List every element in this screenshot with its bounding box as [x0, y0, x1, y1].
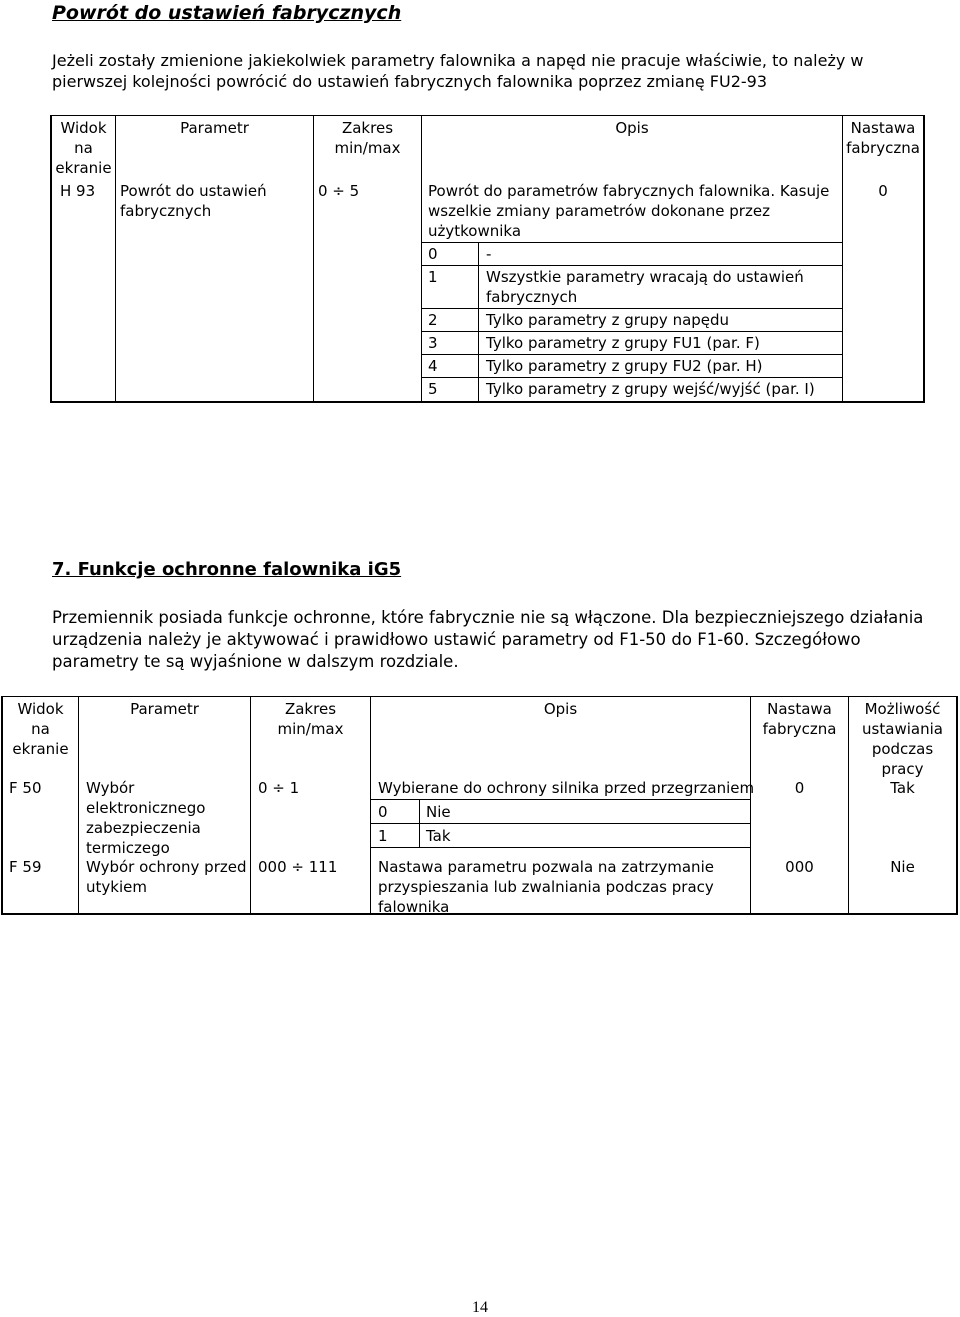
option-text: [486, 267, 836, 307]
option-num: 0: [428, 245, 438, 263]
row-zakres: 0 ÷ 1: [258, 779, 300, 797]
header-widok: [3, 699, 78, 759]
option-divider: [371, 799, 750, 800]
opis-line: użytkownika: [428, 222, 522, 240]
option-num: 2: [428, 311, 438, 329]
param-text: Wybór: [86, 779, 135, 797]
header-text: Nastawa: [850, 119, 916, 137]
option-text: Nie: [426, 803, 451, 821]
header-text: ekranie: [12, 740, 69, 758]
intro-paragraph: [52, 50, 912, 92]
option-num: 3: [428, 334, 438, 352]
table-border: [78, 696, 79, 915]
header-zakres: [251, 699, 370, 739]
header-text: fabryczna: [762, 720, 837, 738]
row-opis: Wybierane do ochrony silnika przed przegrzaniem: [378, 779, 755, 797]
header-text: Zakres: [284, 700, 337, 718]
param-text: utykiem: [86, 878, 147, 896]
row-zakres: 0 ÷ 5: [318, 182, 360, 200]
row-nastawa: 0: [878, 182, 888, 200]
option-text: -: [486, 245, 492, 263]
header-text: min/max: [277, 720, 344, 738]
option-text: Tylko parametry z grupy napędu: [486, 311, 730, 329]
table-border: [421, 115, 422, 403]
intro-line: Jeżeli zostały zmienione jakiekolwiek parametry falownika a napęd nie pracuje właściwie, to należy w: [52, 51, 864, 70]
intro-line: pierwszej kolejności powrócić do ustawień fabrycznych falownika poprzez zmianę FU2-93: [52, 72, 768, 91]
row-parametr: [86, 778, 248, 858]
para-line: urządzenia należy je aktywować i prawidłowo ustawić parametry od F1-50 do F1-60. Szczegółowo: [52, 630, 861, 649]
header-text: min/max: [334, 139, 401, 157]
row-zakres: 000 ÷ 111: [258, 858, 338, 876]
opis-line: Nastawa parametru pozwala na zatrzymanie: [378, 858, 714, 876]
section-heading: 7. Funkcje ochronne falownika iG5: [52, 559, 402, 580]
para-line: Przemiennik posiada funkcje ochronne, które fabrycznie nie są włączone. Dla bezpieczniejszego działania: [52, 608, 924, 627]
header-opis: Opis: [615, 119, 649, 137]
option-num: 4: [428, 357, 438, 375]
option-text-line: fabrycznych: [486, 288, 578, 306]
row-parametr: [86, 857, 248, 897]
header-text: Nastawa: [767, 700, 832, 718]
opis-line: wszelkie zmiany parametrów dokonane przez: [428, 202, 770, 220]
header-text: Możliwość: [864, 700, 941, 718]
option-text: Tylko parametry z grupy FU1 (par. F): [486, 334, 760, 352]
row-opis: [378, 857, 748, 917]
header-text: na: [74, 139, 93, 157]
header-parametr: Parametr: [180, 119, 249, 137]
header-text: Widok: [60, 119, 107, 137]
header-text: pracy: [881, 760, 924, 778]
option-divider: [422, 265, 842, 266]
option-text-line: Wszystkie parametry wracają do ustawień: [486, 268, 804, 286]
page-number: 14: [472, 1299, 488, 1316]
table-border: [50, 401, 925, 403]
row-opis: [428, 181, 840, 241]
param-text: Wybór ochrony przed: [86, 858, 247, 876]
header-nastawa: [843, 118, 923, 158]
option-text: Tylko parametry z grupy wejść/wyjść (par. I): [486, 380, 815, 398]
section-title: Powrót do ustawień fabrycznych: [52, 2, 402, 24]
header-text: fabryczna: [846, 139, 920, 157]
row-mozliwosc: Nie: [890, 858, 915, 876]
opis-line: Powrót do parametrów fabrycznych falownika. Kasuje: [428, 182, 830, 200]
option-divider: [478, 242, 479, 401]
option-text: Tak: [426, 827, 451, 845]
opis-line: falownika: [378, 898, 450, 916]
table-border: [313, 115, 314, 403]
table-border: [956, 696, 958, 915]
option-divider: [419, 799, 420, 847]
row-nastawa: 0: [794, 779, 805, 797]
header-text: Widok: [17, 700, 64, 718]
row-widok: F 50: [9, 779, 42, 797]
option-divider: [371, 823, 750, 824]
option-num: 1: [428, 268, 438, 286]
header-nastawa: [751, 699, 848, 739]
opis-line: przyspieszania lub zwalniania podczas pracy: [378, 878, 714, 896]
option-text: Tylko parametry z grupy FU2 (par. H): [486, 357, 763, 375]
option-divider: [422, 331, 842, 332]
param-text: fabrycznych: [120, 202, 212, 220]
option-divider: [371, 847, 750, 848]
option-num: 1: [378, 827, 388, 845]
header-text: na: [31, 720, 50, 738]
header-mozliwosc: [849, 699, 956, 779]
row-mozliwosc: Tak: [890, 779, 915, 797]
header-text: ekranie: [55, 159, 112, 177]
option-num: 0: [378, 803, 388, 821]
param-text: Powrót do ustawień: [120, 182, 267, 200]
header-opis: Opis: [543, 700, 578, 718]
table-border: [115, 115, 116, 403]
param-text: termiczego: [86, 839, 170, 857]
row-widok: F 59: [9, 858, 42, 876]
option-num: 5: [428, 380, 438, 398]
option-divider: [422, 354, 842, 355]
header-text: Zakres: [341, 119, 394, 137]
table-border: [370, 696, 371, 915]
param-text: zabezpieczenia: [86, 819, 201, 837]
option-divider: [422, 377, 842, 378]
table-border: [842, 115, 843, 403]
row-parametr: [120, 181, 310, 221]
header-text: ustawiania: [862, 720, 943, 738]
option-divider: [422, 308, 842, 309]
header-parametr: Parametr: [130, 700, 199, 718]
header-widok: [52, 118, 115, 178]
header-zakres: [314, 118, 421, 158]
row-nastawa: 000: [785, 858, 814, 876]
row-widok: H 93: [60, 182, 96, 200]
table-border: [50, 115, 925, 116]
section-paragraph: [52, 607, 924, 673]
para-line: parametry te są wyjaśnione w dalszym rozdziale.: [52, 652, 459, 671]
table-border: [923, 115, 925, 403]
header-text: podczas: [871, 740, 934, 758]
table-border: [1, 696, 957, 697]
param-text: elektronicznego: [86, 799, 206, 817]
option-divider: [422, 242, 842, 243]
